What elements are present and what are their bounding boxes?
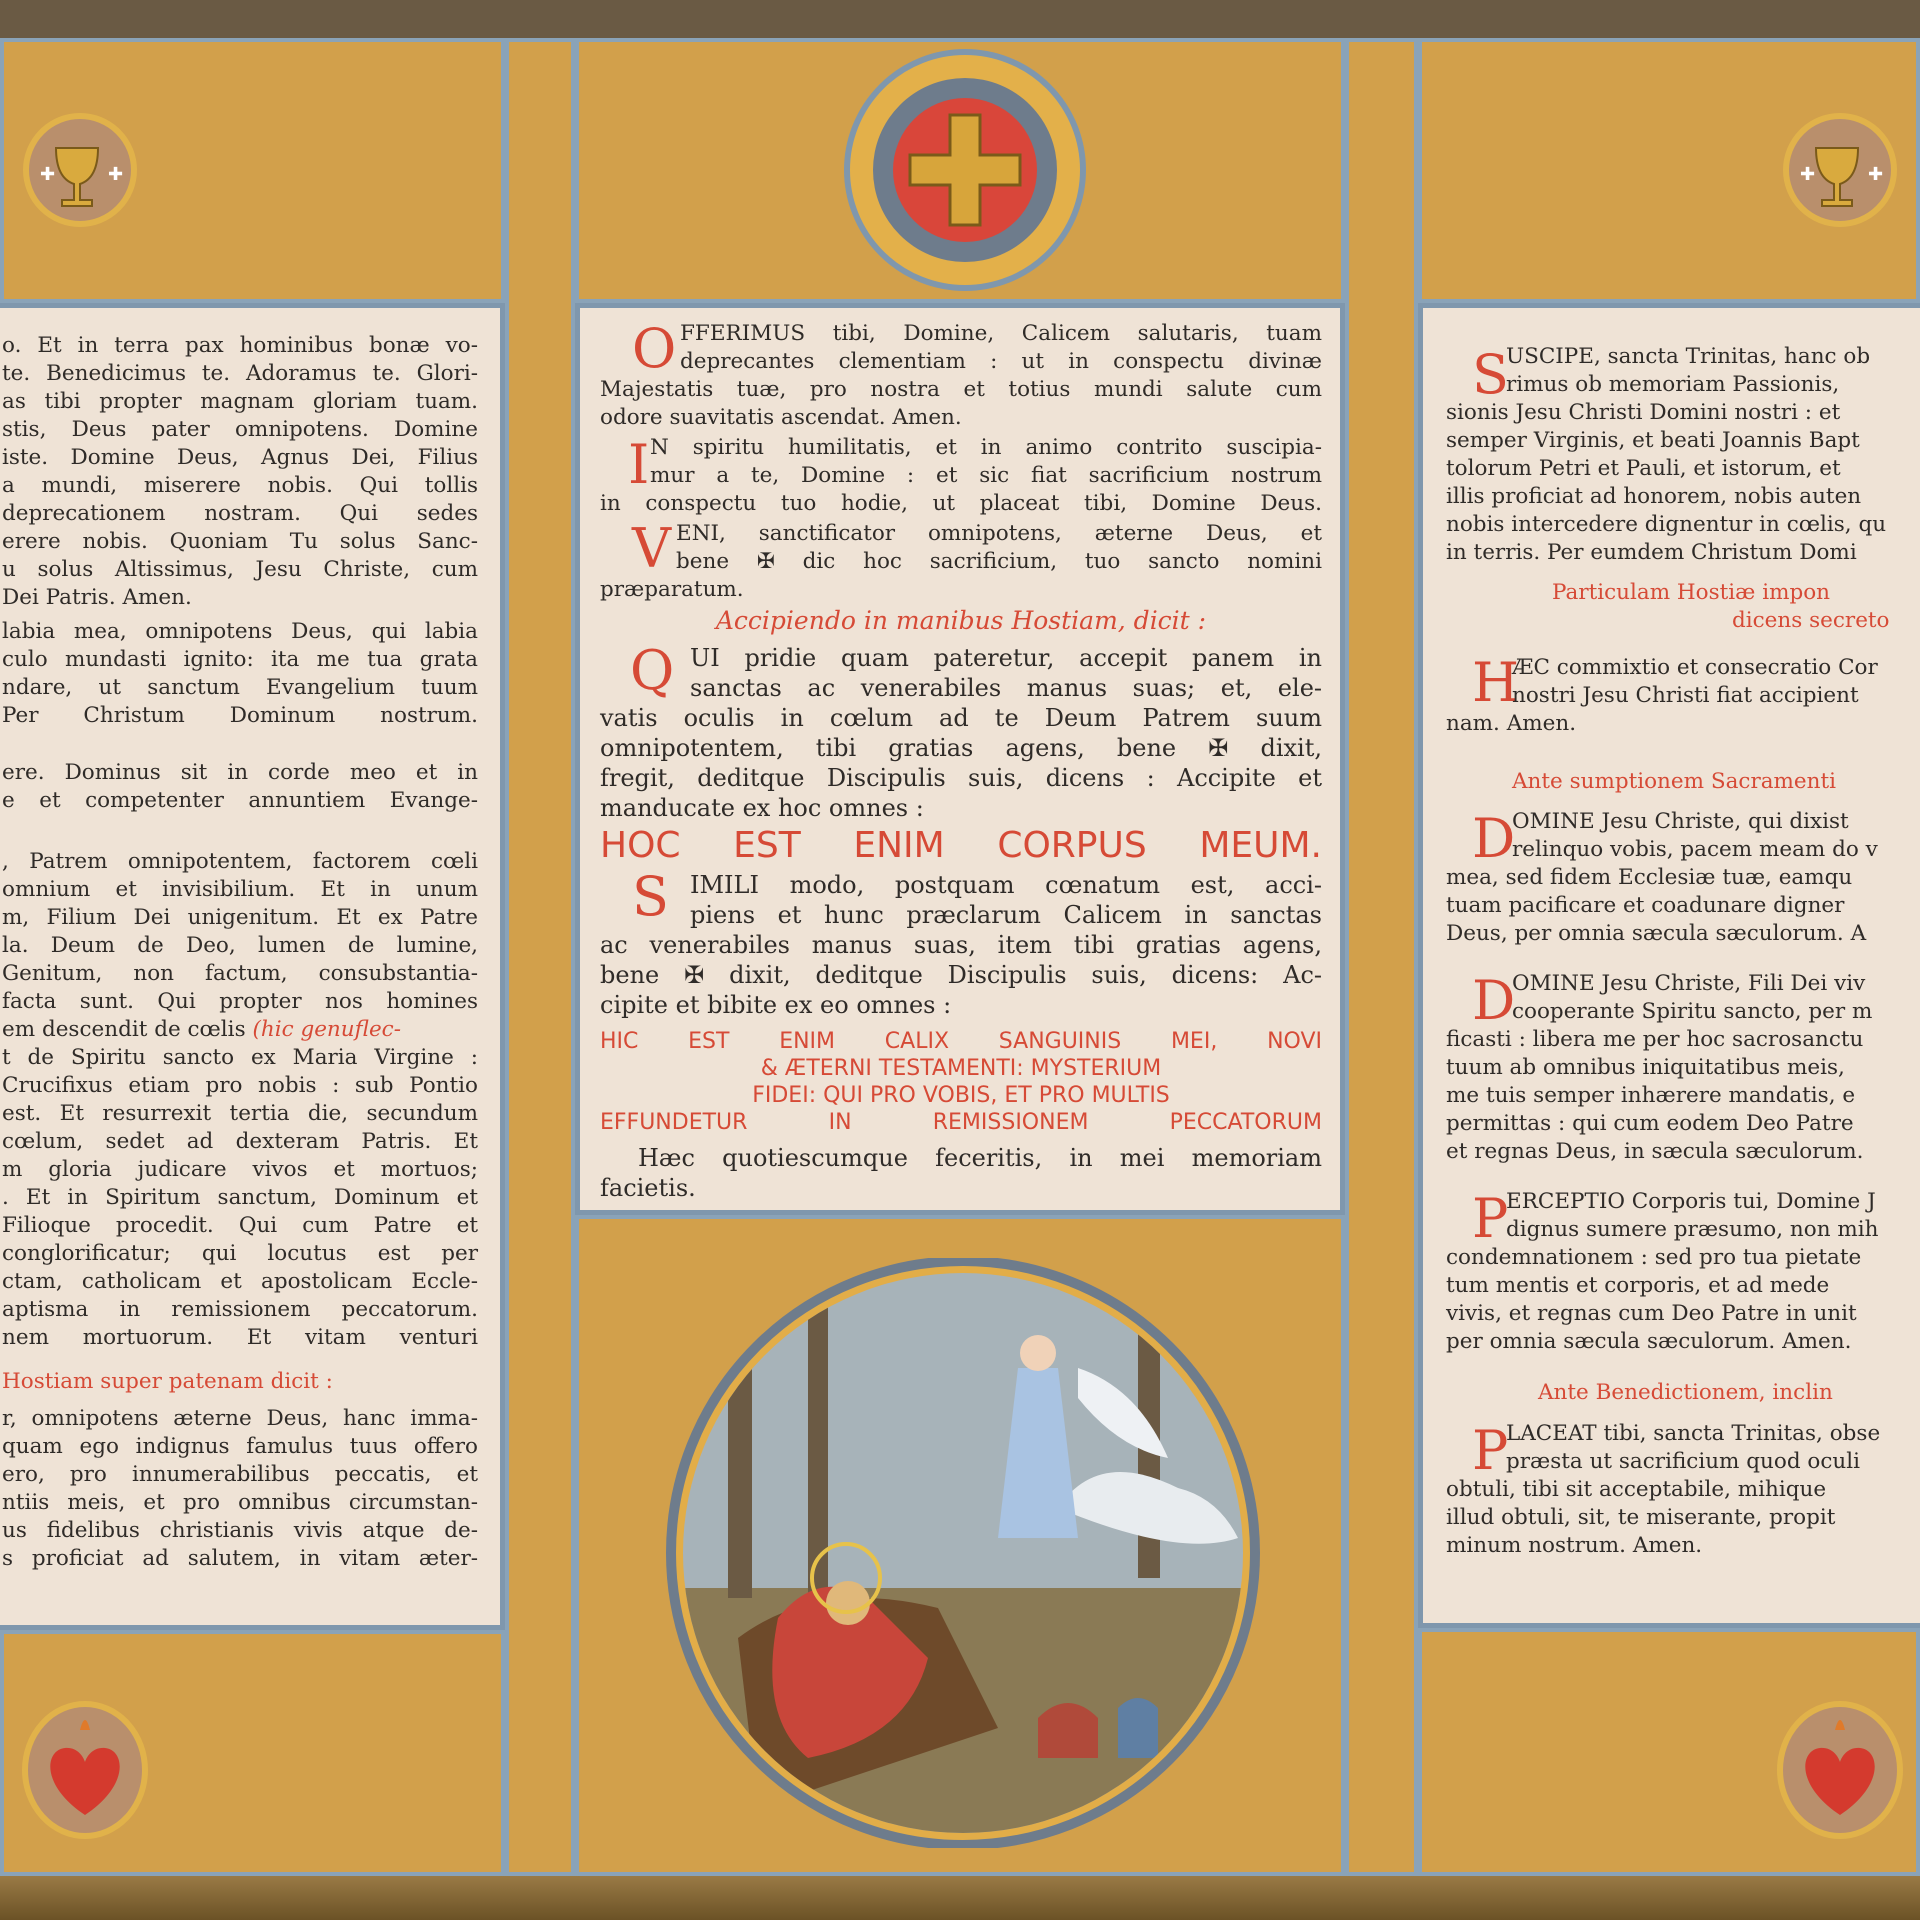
credo-line-6: facta sunt. Qui propter nos homines (2, 989, 478, 1014)
placeat-line-1: LACEAT tibi, sancta Trinitas, obse (1506, 1421, 1881, 1446)
domine-fili-line-4: tuum ab omnibus iniquitatibus meis, (1446, 1055, 1845, 1080)
credo-line-7-text: em descendit de cœlis (2, 1017, 246, 1042)
munda-cor-line-4: Per Christum Dominum nostrum. (2, 703, 478, 728)
domine-fili-line-1: OMINE Jesu Christe, Fili Dei viv (1512, 971, 1866, 996)
credo-line-13: . Et in Spiritum sanctum, Dominum et (2, 1185, 478, 1210)
genuflect-rubric: (hic genuflec- (252, 1017, 401, 1042)
domine-fili-line-5: me tuis semper inhærere mandatis, e (1446, 1083, 1856, 1108)
ante-sumptionem-rubric: Ante sumptionem Sacramenti (1512, 769, 1837, 794)
haec-commixtio-line-1: ÆC commixtio et consecratio Cor (1512, 655, 1878, 680)
in-spiritu-line-3: in conspectu tuo hodie, ut placeat tibi, Domine Deus. (600, 491, 1322, 516)
perceptio-line-1: ERCEPTIO Corporis tui, Domine J (1506, 1189, 1876, 1214)
haec-quotiescumque-line-2: facietis. (600, 1174, 696, 1202)
credo-line-4: la. Deum de Deo, lumen de lumine, (2, 933, 478, 958)
perceptio-line-2: dignus sumere præsumo, non mih (1506, 1217, 1879, 1242)
jube-line-1: ere. Dominus sit in corde meo et in (2, 760, 478, 785)
offertory-host-rubric: Hostiam super patenam dicit : (2, 1369, 333, 1394)
credo-line-12: m gloria judicare vivos et mortuos; (2, 1157, 478, 1182)
qui-pridie-line-3: vatis oculis in cœlum ad te Deum Patrem suum (600, 704, 1322, 732)
agony-in-garden-illustration (618, 1258, 1308, 1848)
simili-line-4: bene ✠ dixit, deditque Discipulis suis, dicens: Ac- (600, 961, 1322, 989)
qui-pridie-line-4: omnipotentem, tibi gratias agens, bene ✠ dixit, (600, 734, 1322, 762)
credo-line-18: nem mortuorum. Et vitam venturi (2, 1325, 478, 1350)
suscipe-pater-line-4: ntiis meis, et pro omnibus circumstan- (2, 1490, 478, 1515)
suscipe-pater-line-6: s proficiat ad salutem, in vitam æter- (2, 1546, 478, 1571)
domine-pacem-line-3: mea, sed fidem Ecclesiæ tuæ, eamqu (1446, 865, 1853, 890)
gloria-line-2: te. Benedicimus te. Adoramus te. Glori- (2, 361, 478, 386)
gloria-line-6: a mundi, miserere nobis. Qui tollis (2, 473, 478, 498)
offerimus-line-2: deprecantes clementiam : ut in conspectu divinæ (680, 349, 1322, 374)
simili-initial: S (632, 865, 669, 928)
qui-pridie-line-6: manducate ex hoc omnes : (600, 794, 924, 822)
in-spiritu-line-2: mur a te, Domine : et sic fiat sacrificium nostrum (650, 463, 1322, 488)
placeat-initial: P (1472, 1419, 1509, 1482)
suscipe-line-4: semper Virginis, et beati Joannis Bapt (1446, 428, 1860, 453)
sacred-heart-icon (20, 1690, 150, 1840)
domine-fili-line-2: cooperante Spiritu sancto, per m (1512, 999, 1873, 1024)
svg-text:✚: ✚ (108, 164, 124, 185)
veni-initial: V (632, 517, 671, 580)
qui-pridie-initial: Q (630, 639, 675, 702)
suscipe-line-1: USCIPE, sancta Trinitas, hanc ob (1506, 344, 1871, 369)
suscipe-line-2: rimus ob memoriam Passionis, (1506, 372, 1840, 397)
suscipe-line-7: nobis intercedere dignentur in cœlis, qu (1446, 512, 1887, 537)
ornate-cross-icon (840, 45, 1090, 295)
in-spiritu-initial: I (628, 433, 650, 496)
suscipe-initial: S (1472, 343, 1509, 406)
frame-bottom-edge (0, 1876, 1920, 1920)
perceptio-initial: P (1472, 1187, 1509, 1250)
credo-line-7 (2, 1016, 478, 1044)
credo-line-9: Crucifixus etiam pro nobis : sub Pontio (2, 1073, 478, 1098)
credo-line-8: t de Spiritu sancto ex Maria Virgine : (2, 1045, 478, 1070)
munda-cor-line-3: ndare, ut sanctum Evangelium tuum (2, 675, 478, 700)
credo-line-3: m, Filium Dei unigenitum. Et ex Patre (2, 905, 478, 930)
gloria-line-1: o. Et in terra pax hominibus bonæ vo- (2, 333, 478, 358)
offerimus-line-3: Majestatis tuæ, pro nostra et totius mundi salute cum (600, 377, 1322, 402)
placeat-line-2: præsta ut sacrificium quod oculi (1506, 1449, 1861, 1474)
gloria-line-7: deprecationem nostram. Qui sedes (2, 501, 478, 526)
particulam-rubric-line-1: Particulam Hostiæ impon (1552, 580, 1831, 605)
svg-text:✚: ✚ (1868, 164, 1884, 185)
domine-pacem-line-2: relinquo vobis, pacem meam do v (1512, 837, 1878, 862)
munda-cor-line-1: labia mea, omnipotens Deus, qui labia (2, 619, 478, 644)
chalice-icon (20, 110, 140, 230)
gloria-line-5: iste. Domine Deus, Agnus Dei, Filius (2, 445, 478, 470)
frame-top-edge (0, 0, 1920, 38)
gloria-line-3: as tibi propter magnam gloriam tuam. (2, 389, 478, 414)
credo-line-1: , Patrem omnipotentem, factorem cœli (2, 849, 478, 874)
hic-est-calix-line-2: & ÆTERNI TESTAMENTI: MYSTERIUM (760, 1056, 1162, 1081)
suscipe-pater-line-5: us fidelibus christianis vivis atque de- (2, 1518, 478, 1543)
jube-line-2: e et competenter annuntiem Evange- (2, 788, 478, 813)
particulam-rubric-line-2: dicens secreto (1732, 608, 1890, 633)
accipiendo-rubric: Accipiendo in manibus Hostiam, dicit : (715, 606, 1207, 635)
simili-line-2: piens et hunc præclarum Calicem in sanctas (690, 901, 1322, 929)
in-spiritu-line-1: N spiritu humilitatis, et in animo contrito suscipia- (650, 435, 1322, 460)
munda-cor-line-2: culo mundasti ignito: ita me tua grata (2, 647, 478, 672)
gloria-line-9: u solus Altissimus, Jesu Christe, cum (2, 557, 478, 582)
credo-line-11: cœlum, sedet ad dexteram Patris. Et (2, 1129, 478, 1154)
hoc-est-corpus-consecration: HOC EST ENIM CORPUS MEUM. (600, 825, 1322, 866)
svg-text:✚: ✚ (40, 164, 56, 185)
hic-est-calix-line-1: HIC EST ENIM CALIX SANGUINIS MEI, NOVI (600, 1029, 1322, 1054)
domine-pacem-initial: D (1472, 807, 1516, 870)
perceptio-line-4: tum mentis et corporis, et ad mede (1446, 1273, 1830, 1298)
perceptio-line-3: condemnationem : sed pro tua pietate (1446, 1245, 1862, 1270)
veni-line-2: bene ✠ dic hoc sacrificium, tuo sancto nomini (676, 549, 1322, 574)
haec-quotiescumque-line-1: Hæc quotiescumque feceritis, in mei memoriam (638, 1144, 1322, 1172)
simili-line-5: cipite et bibite ex eo omnes : (600, 991, 952, 1019)
ante-benedictionem-rubric: Ante Benedictionem, inclin (1538, 1380, 1833, 1405)
sacred-heart-icon (1775, 1690, 1905, 1840)
veni-line-1: ENI, sanctificator omnipotens, æterne Deus, et (676, 521, 1322, 546)
suscipe-pater-line-2: quam ego indignus famulus tuus offero (2, 1434, 478, 1459)
simili-line-1: IMILI modo, postquam cœnatum est, acci- (690, 871, 1322, 899)
veni-line-3: præparatum. (600, 577, 744, 602)
qui-pridie-line-1: UI pridie quam pateretur, accepit panem in (690, 644, 1322, 672)
credo-line-17: aptisma in remissionem peccatorum. (2, 1297, 478, 1322)
haec-commixtio-line-3: nam. Amen. (1446, 711, 1577, 736)
qui-pridie-line-2: sanctas ac venerabiles manus suas; et, ele- (690, 674, 1322, 702)
placeat-line-3: obtuli, tibi sit acceptabile, mihique (1446, 1477, 1827, 1502)
credo-line-14: Filioque procedit. Qui cum Patre et (2, 1213, 478, 1238)
credo-line-2: omnium et invisibilium. Et in unum (2, 877, 478, 902)
offerimus-initial: O (632, 317, 677, 380)
right-vertical-ornament-border (1345, 38, 1418, 1876)
qui-pridie-line-5: fregit, deditque Discipulis suis, dicens : Accipite et (600, 764, 1322, 792)
domine-fili-initial: D (1472, 969, 1516, 1032)
domine-pacem-line-1: OMINE Jesu Christe, qui dixist (1512, 809, 1849, 834)
domine-pacem-line-5: Deus, per omnia sæcula sæculorum. A (1446, 921, 1867, 946)
perceptio-line-6: per omnia sæcula sæculorum. Amen. (1446, 1329, 1852, 1354)
chalice-icon (1780, 110, 1900, 230)
domine-pacem-line-4: tuam pacificare et coadunare digner (1446, 893, 1845, 918)
suscipe-line-5: tolorum Petri et Pauli, et istorum, et (1446, 456, 1841, 481)
hic-est-calix-line-4: EFFUNDETUR IN REMISSIONEM PECCATORUM (600, 1110, 1322, 1135)
suscipe-pater-line-3: ero, pro innumerabilibus peccatis, et (2, 1462, 478, 1487)
credo-line-16: ctam, catholicam et apostolicam Eccle- (2, 1269, 478, 1294)
placeat-line-5: minum nostrum. Amen. (1446, 1533, 1703, 1558)
haec-commixtio-line-2: nostri Jesu Christi fiat accipient (1512, 683, 1859, 708)
simili-line-3: ac venerabiles manus suas, item tibi gratias agens, (600, 931, 1322, 959)
offerimus-line-4: odore suavitatis ascendat. Amen. (600, 405, 962, 430)
domine-fili-line-3: ficasti : libera me per hoc sacrosanctu (1446, 1027, 1864, 1052)
svg-text:✚: ✚ (1800, 164, 1816, 185)
credo-line-15: conglorificatur; qui locutus est per (2, 1241, 478, 1266)
placeat-line-4: illud obtuli, sit, te miserante, propit (1446, 1505, 1836, 1530)
perceptio-line-5: vivis, et regnas cum Deo Patre in unit (1446, 1301, 1857, 1326)
offerimus-line-1: FFERIMUS tibi, Domine, Calicem salutaris, tuam (680, 321, 1322, 346)
hic-est-calix-line-3: FIDEI: QUI PRO VOBIS, ET PRO MULTIS (752, 1083, 1170, 1108)
left-vertical-ornament-border (505, 38, 575, 1876)
domine-fili-line-7: et regnas Deus, in sæcula sæculorum. (1446, 1139, 1864, 1164)
haec-commixtio-initial: H (1472, 651, 1520, 714)
gloria-line-4: stis, Deus pater omnipotens. Domine (2, 417, 478, 442)
domine-fili-line-6: permittas : qui cum eodem Deo Patre (1446, 1111, 1854, 1136)
credo-line-10: est. Et resurrexit tertia die, secundum (2, 1101, 478, 1126)
gloria-line-10: Dei Patris. Amen. (2, 585, 192, 610)
credo-line-5: Genitum, non factum, consubstantia- (2, 961, 478, 986)
suscipe-line-8: in terris. Per eumdem Christum Domi (1446, 540, 1857, 565)
suscipe-pater-line-1: r, omnipotens æterne Deus, hanc imma- (2, 1406, 478, 1431)
suscipe-line-6: illis proficiat ad honorem, nobis auten (1446, 484, 1862, 509)
gloria-line-8: erere nobis. Quoniam Tu solus Sanc- (2, 529, 478, 554)
suscipe-line-3: sionis Jesu Christi Domini nostri : et (1446, 400, 1841, 425)
